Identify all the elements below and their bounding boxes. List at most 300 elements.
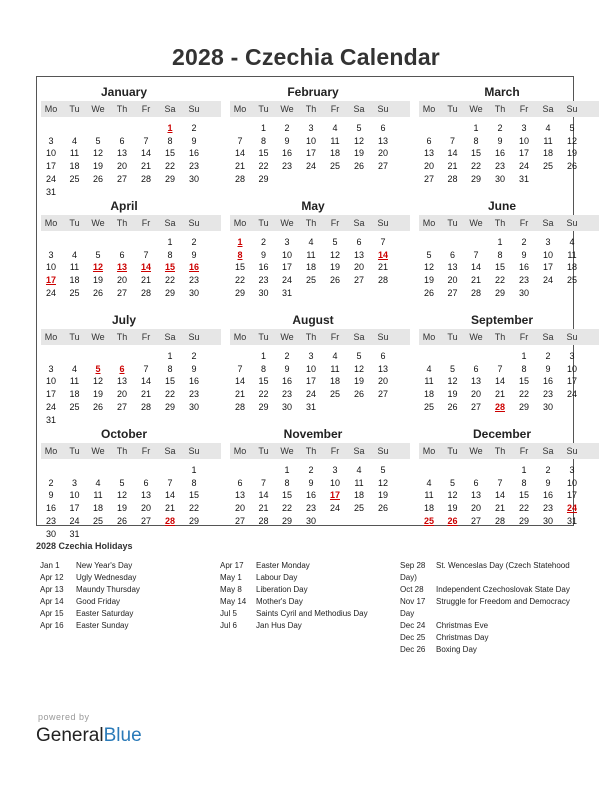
month-october	[41, 424, 221, 539]
day-cell: 16	[45, 503, 56, 514]
day-cell: 14	[494, 490, 505, 501]
day-cell: 26	[92, 287, 103, 298]
day-cell: 27	[377, 389, 388, 400]
month-name: June	[487, 199, 516, 213]
day-cell: 19	[92, 389, 103, 400]
day-cell: 17	[518, 148, 529, 159]
holiday-name: Good Friday	[76, 597, 121, 606]
day-cell: 31	[518, 173, 529, 184]
day-cell: 11	[424, 376, 434, 387]
holiday-name: Christmas Day	[436, 633, 489, 642]
weekday-label: Fr	[519, 446, 529, 456]
weekday-label: Tu	[69, 104, 80, 114]
day-cell: 28	[258, 515, 269, 526]
month-name: July	[111, 313, 136, 327]
day-cell: 5	[95, 249, 101, 260]
day-cell: 20	[116, 275, 127, 286]
weekday-label: We	[91, 104, 105, 114]
day-cell: 5	[380, 465, 386, 475]
day-cell: 18	[423, 503, 434, 514]
weekday-label: Th	[305, 104, 317, 114]
day-cell: 11	[424, 490, 434, 501]
weekday-label: Sa	[542, 104, 554, 114]
day-cell: 30	[305, 515, 316, 526]
day-cell: 9	[545, 477, 551, 488]
day-cell: 18	[542, 148, 553, 159]
holiday-date: Dec 25	[400, 633, 426, 642]
day-cell: 23	[281, 389, 292, 400]
day-cell: 9	[260, 249, 266, 260]
month-january	[41, 82, 221, 197]
holidays-heading: 2028 Czechia Holidays	[36, 541, 133, 551]
day-cell: 22	[188, 503, 199, 514]
day-cell: 29	[164, 173, 175, 184]
day-cell: 20	[377, 376, 388, 387]
day-cell: 5	[426, 249, 432, 260]
month-name: January	[100, 85, 148, 99]
weekday-label: We	[280, 218, 294, 228]
month-name: August	[292, 313, 334, 327]
day-cell: 20	[377, 148, 388, 159]
holiday-item	[220, 596, 390, 608]
day-cell: 6	[119, 249, 125, 260]
day-cell: 19	[447, 389, 458, 400]
day-cell: 16	[518, 262, 529, 273]
day-cell: 1	[167, 351, 173, 361]
calendar-grid	[36, 76, 578, 539]
month-november	[230, 424, 410, 536]
holiday-day-cell: 14	[140, 262, 151, 273]
day-cell: 5	[356, 351, 362, 361]
day-cell: 8	[260, 363, 266, 374]
day-cell: 15	[518, 490, 529, 501]
day-cell: 22	[258, 161, 269, 172]
day-cell: 26	[92, 173, 103, 184]
day-cell: 17	[69, 503, 80, 514]
day-cell: 25	[542, 161, 553, 172]
weekday-label: Mo	[422, 446, 436, 456]
day-cell: 6	[380, 123, 386, 133]
day-cell: 27	[377, 161, 388, 172]
month-name: April	[110, 199, 138, 213]
brand-logo[interactable]	[36, 725, 142, 747]
day-cell: 17	[542, 262, 553, 273]
weekday-header	[230, 101, 410, 117]
holiday-day-cell: 15	[164, 262, 175, 273]
day-cell: 14	[140, 376, 151, 387]
day-cell: 9	[191, 135, 197, 146]
day-cell: 16	[188, 376, 199, 387]
weekday-label: Su	[188, 104, 200, 114]
day-cell: 10	[281, 249, 292, 260]
holiday-item	[40, 584, 210, 596]
day-cell: 9	[191, 249, 197, 260]
day-cell: 9	[545, 363, 551, 374]
weekday-label: Su	[566, 218, 578, 228]
day-cell: 8	[167, 249, 173, 260]
weekday-header	[419, 443, 599, 459]
day-cell: 7	[380, 237, 386, 247]
weekday-label: We	[280, 446, 294, 456]
weekday-label: Fr	[330, 104, 340, 114]
day-cell: 28	[470, 287, 481, 298]
day-cell: 11	[354, 477, 364, 488]
weekday-label: Th	[305, 446, 317, 456]
weekday-label: Tu	[447, 218, 458, 228]
day-cell: 6	[237, 477, 243, 488]
day-cell: 7	[143, 363, 149, 374]
holiday-date: Sep 28	[400, 561, 426, 570]
holiday-date: Jul 6	[220, 621, 237, 630]
holiday-name: Independent Czechoslovak State Day	[436, 585, 570, 594]
month-name: May	[301, 199, 325, 213]
day-cell: 15	[281, 490, 292, 501]
day-cell: 31	[45, 186, 56, 197]
day-cell: 13	[470, 490, 481, 501]
day-cell: 1	[497, 237, 503, 247]
day-cell: 29	[518, 401, 529, 412]
holiday-item	[220, 572, 390, 584]
day-cell: 16	[281, 148, 292, 159]
day-cell: 31	[305, 401, 316, 412]
day-cell: 17	[566, 490, 577, 501]
day-cell: 11	[543, 135, 553, 146]
day-cell: 7	[237, 363, 243, 374]
day-cell: 24	[329, 503, 340, 514]
holiday-name: Saints Cyril and Methodius Day	[256, 609, 368, 618]
day-cell: 23	[188, 161, 199, 172]
weekday-label: Tu	[447, 104, 458, 114]
weekday-label: Fr	[519, 332, 529, 342]
day-cell: 25	[423, 401, 434, 412]
weekday-label: Fr	[519, 218, 529, 228]
day-cell: 26	[353, 389, 364, 400]
weekday-label: Th	[116, 332, 128, 342]
weekday-label: Mo	[44, 218, 58, 228]
month-may	[230, 196, 410, 308]
day-cell: 21	[140, 275, 151, 286]
day-cell: 6	[143, 477, 149, 488]
weekday-label: Fr	[330, 332, 340, 342]
holiday-day-cell: 24	[566, 503, 577, 514]
day-cell: 18	[305, 262, 316, 273]
day-cell: 5	[95, 135, 101, 146]
day-cell: 30	[494, 173, 505, 184]
day-cell: 11	[69, 148, 80, 159]
weekday-label: We	[91, 218, 105, 228]
day-cell: 9	[284, 363, 290, 374]
day-cell: 13	[377, 135, 388, 146]
day-cell: 6	[426, 135, 432, 146]
day-cell: 24	[45, 401, 56, 412]
day-cell: 16	[494, 148, 505, 159]
day-cell: 25	[69, 287, 80, 298]
weekday-label: Th	[494, 218, 506, 228]
day-cell: 13	[353, 249, 364, 260]
holiday-date: Dec 26	[400, 645, 426, 654]
day-cell: 24	[566, 389, 577, 400]
day-cell: 17	[305, 376, 316, 387]
brand-name-part2: Blue	[103, 725, 142, 746]
day-cell: 18	[566, 262, 577, 273]
day-cell: 12	[353, 135, 364, 146]
day-cell: 27	[423, 173, 434, 184]
holiday-date: May 8	[220, 585, 242, 594]
day-cell: 26	[423, 287, 434, 298]
day-cell: 10	[566, 363, 577, 374]
month-name: October	[100, 427, 147, 441]
weekday-label: Mo	[44, 332, 58, 342]
day-cell: 30	[188, 173, 199, 184]
month-name: March	[484, 85, 520, 99]
day-cell: 24	[45, 173, 56, 184]
day-cell: 4	[569, 237, 575, 247]
day-cell: 9	[284, 135, 290, 146]
holiday-name: Ugly Wednesday	[76, 573, 137, 582]
day-cell: 22	[258, 389, 269, 400]
day-cell: 28	[494, 515, 505, 526]
day-cell: 3	[308, 351, 314, 361]
weekday-label: Tu	[258, 218, 269, 228]
weekday-label: Th	[116, 446, 128, 456]
holiday-date: Apr 15	[40, 609, 64, 618]
holiday-day-cell: 28	[494, 401, 505, 412]
holiday-item	[40, 596, 210, 608]
day-cell: 27	[116, 287, 127, 298]
day-cell: 23	[281, 161, 292, 172]
holiday-item	[400, 644, 575, 656]
holiday-name: Easter Monday	[256, 561, 310, 570]
month-name: September	[470, 313, 534, 327]
day-cell: 21	[140, 161, 151, 172]
weekday-label: Sa	[353, 218, 365, 228]
weekday-label: Fr	[330, 218, 340, 228]
day-cell: 7	[143, 249, 149, 260]
day-cell: 22	[518, 389, 529, 400]
day-cell: 15	[470, 148, 481, 159]
holiday-item	[400, 632, 575, 644]
holiday-date: Jan 1	[40, 561, 60, 570]
day-cell: 19	[423, 275, 434, 286]
holiday-day-cell: 17	[45, 275, 56, 286]
day-cell: 4	[71, 135, 77, 146]
day-cell: 8	[167, 363, 173, 374]
weekday-label: Sa	[164, 218, 176, 228]
day-cell: 6	[473, 363, 479, 374]
day-cell: 2	[48, 477, 54, 488]
month-september	[419, 310, 599, 422]
day-cell: 18	[353, 490, 364, 501]
day-cell: 3	[48, 135, 54, 146]
weekday-label: Tu	[69, 446, 80, 456]
day-cell: 29	[258, 401, 269, 412]
holiday-column	[220, 560, 390, 632]
day-cell: 22	[281, 503, 292, 514]
day-cell: 26	[566, 161, 577, 172]
day-cell: 2	[191, 351, 197, 361]
weekday-label: Fr	[330, 446, 340, 456]
day-cell: 25	[329, 389, 340, 400]
day-cell: 20	[234, 503, 245, 514]
day-cell: 14	[470, 262, 481, 273]
day-cell: 16	[281, 376, 292, 387]
holiday-date: Dec 24	[400, 621, 426, 630]
day-cell: 20	[116, 161, 127, 172]
weekday-label: Su	[566, 446, 578, 456]
weekday-label: Tu	[69, 218, 80, 228]
day-cell: 22	[234, 275, 245, 286]
weekday-label: Su	[377, 218, 389, 228]
day-cell: 16	[542, 376, 553, 387]
day-cell: 19	[353, 376, 364, 387]
day-cell: 4	[545, 123, 551, 133]
weekday-label: Tu	[258, 332, 269, 342]
holiday-column	[40, 560, 210, 632]
day-cell: 5	[119, 477, 125, 488]
day-cell: 20	[353, 262, 364, 273]
day-cell: 7	[237, 135, 243, 146]
day-cell: 1	[167, 237, 173, 247]
weekday-label: Su	[188, 332, 200, 342]
day-cell: 19	[447, 503, 458, 514]
day-cell: 8	[521, 363, 527, 374]
day-cell: 15	[494, 262, 505, 273]
day-cell: 7	[473, 249, 479, 260]
day-cell: 29	[164, 401, 175, 412]
day-cell: 20	[470, 503, 481, 514]
day-cell: 11	[69, 376, 80, 387]
weekday-label: Th	[494, 332, 506, 342]
weekday-label: Sa	[353, 104, 365, 114]
day-cell: 4	[308, 237, 314, 247]
holiday-name: Easter Saturday	[76, 609, 134, 618]
day-cell: 19	[92, 161, 103, 172]
month-name: November	[283, 427, 343, 441]
day-cell: 3	[48, 363, 54, 374]
month-name: December	[472, 427, 532, 441]
holiday-name: Christmas Eve	[436, 621, 489, 630]
day-cell: 30	[542, 515, 553, 526]
holiday-name: New Year's Day	[76, 561, 133, 570]
day-cell: 25	[329, 161, 340, 172]
holiday-date: Jul 5	[220, 609, 237, 618]
day-cell: 1	[284, 465, 290, 475]
day-cell: 22	[164, 389, 175, 400]
day-cell: 13	[116, 148, 127, 159]
day-cell: 30	[188, 287, 199, 298]
day-cell: 30	[281, 401, 292, 412]
holiday-date: Nov 17	[400, 597, 426, 606]
day-cell: 28	[140, 401, 151, 412]
day-cell: 9	[48, 490, 54, 501]
weekday-label: Mo	[233, 218, 247, 228]
day-cell: 17	[45, 389, 56, 400]
day-cell: 9	[191, 363, 197, 374]
weekday-label: Sa	[353, 332, 365, 342]
day-cell: 22	[470, 161, 481, 172]
day-cell: 21	[494, 503, 505, 514]
day-cell: 23	[258, 275, 269, 286]
day-cell: 16	[188, 148, 199, 159]
holiday-name: Liberation Day	[256, 585, 308, 594]
day-cell: 3	[48, 249, 54, 260]
day-cell: 13	[423, 148, 434, 159]
day-cell: 16	[258, 262, 269, 273]
day-cell: 21	[140, 389, 151, 400]
day-cell: 21	[377, 262, 388, 273]
day-cell: 10	[45, 376, 56, 387]
day-cell: 19	[92, 275, 103, 286]
weekday-label: Su	[377, 332, 389, 342]
day-cell: 21	[447, 161, 458, 172]
day-cell: 24	[542, 275, 553, 286]
holiday-day-cell: 13	[116, 262, 127, 273]
day-cell: 24	[518, 161, 529, 172]
day-cell: 13	[377, 363, 388, 374]
day-cell: 2	[545, 465, 551, 475]
weekday-label: Mo	[44, 104, 58, 114]
holiday-column	[400, 560, 575, 656]
day-cell: 22	[494, 275, 505, 286]
weekday-label: We	[469, 332, 483, 342]
day-cell: 25	[92, 515, 103, 526]
day-cell: 4	[71, 363, 77, 374]
holiday-item	[220, 560, 390, 572]
weekday-label: Su	[566, 104, 578, 114]
day-cell: 28	[234, 401, 245, 412]
day-cell: 23	[305, 503, 316, 514]
day-cell: 2	[191, 123, 197, 133]
day-cell: 18	[69, 389, 80, 400]
holiday-name: Mother's Day	[256, 597, 303, 606]
weekday-header	[41, 215, 221, 231]
day-cell: 4	[426, 477, 432, 488]
day-cell: 18	[69, 275, 80, 286]
day-cell: 27	[353, 275, 364, 286]
day-cell: 2	[191, 237, 197, 247]
day-cell: 7	[497, 363, 503, 374]
day-cell: 12	[116, 490, 127, 501]
day-cell: 14	[258, 490, 269, 501]
weekday-header	[41, 101, 221, 117]
day-cell: 3	[569, 465, 575, 475]
day-cell: 13	[447, 262, 458, 273]
weekday-label: Tu	[447, 332, 458, 342]
holiday-date: Apr 12	[40, 573, 64, 582]
weekday-label: Mo	[422, 218, 436, 228]
day-cell: 10	[518, 135, 529, 146]
day-cell: 27	[470, 515, 481, 526]
day-cell: 2	[545, 351, 551, 361]
day-cell: 11	[69, 262, 80, 273]
day-cell: 25	[353, 503, 364, 514]
day-cell: 6	[473, 477, 479, 488]
day-cell: 18	[329, 376, 340, 387]
weekday-label: Mo	[44, 446, 58, 456]
day-cell: 11	[306, 249, 316, 260]
day-cell: 1	[473, 123, 479, 133]
holiday-item	[400, 560, 575, 584]
day-cell: 8	[260, 135, 266, 146]
day-cell: 18	[69, 161, 80, 172]
day-cell: 27	[140, 515, 151, 526]
weekday-label: Mo	[233, 446, 247, 456]
day-cell: 13	[116, 376, 127, 387]
holiday-day-cell: 1	[167, 123, 173, 133]
day-cell: 8	[473, 135, 479, 146]
day-cell: 12	[447, 490, 458, 501]
day-cell: 7	[497, 477, 503, 488]
